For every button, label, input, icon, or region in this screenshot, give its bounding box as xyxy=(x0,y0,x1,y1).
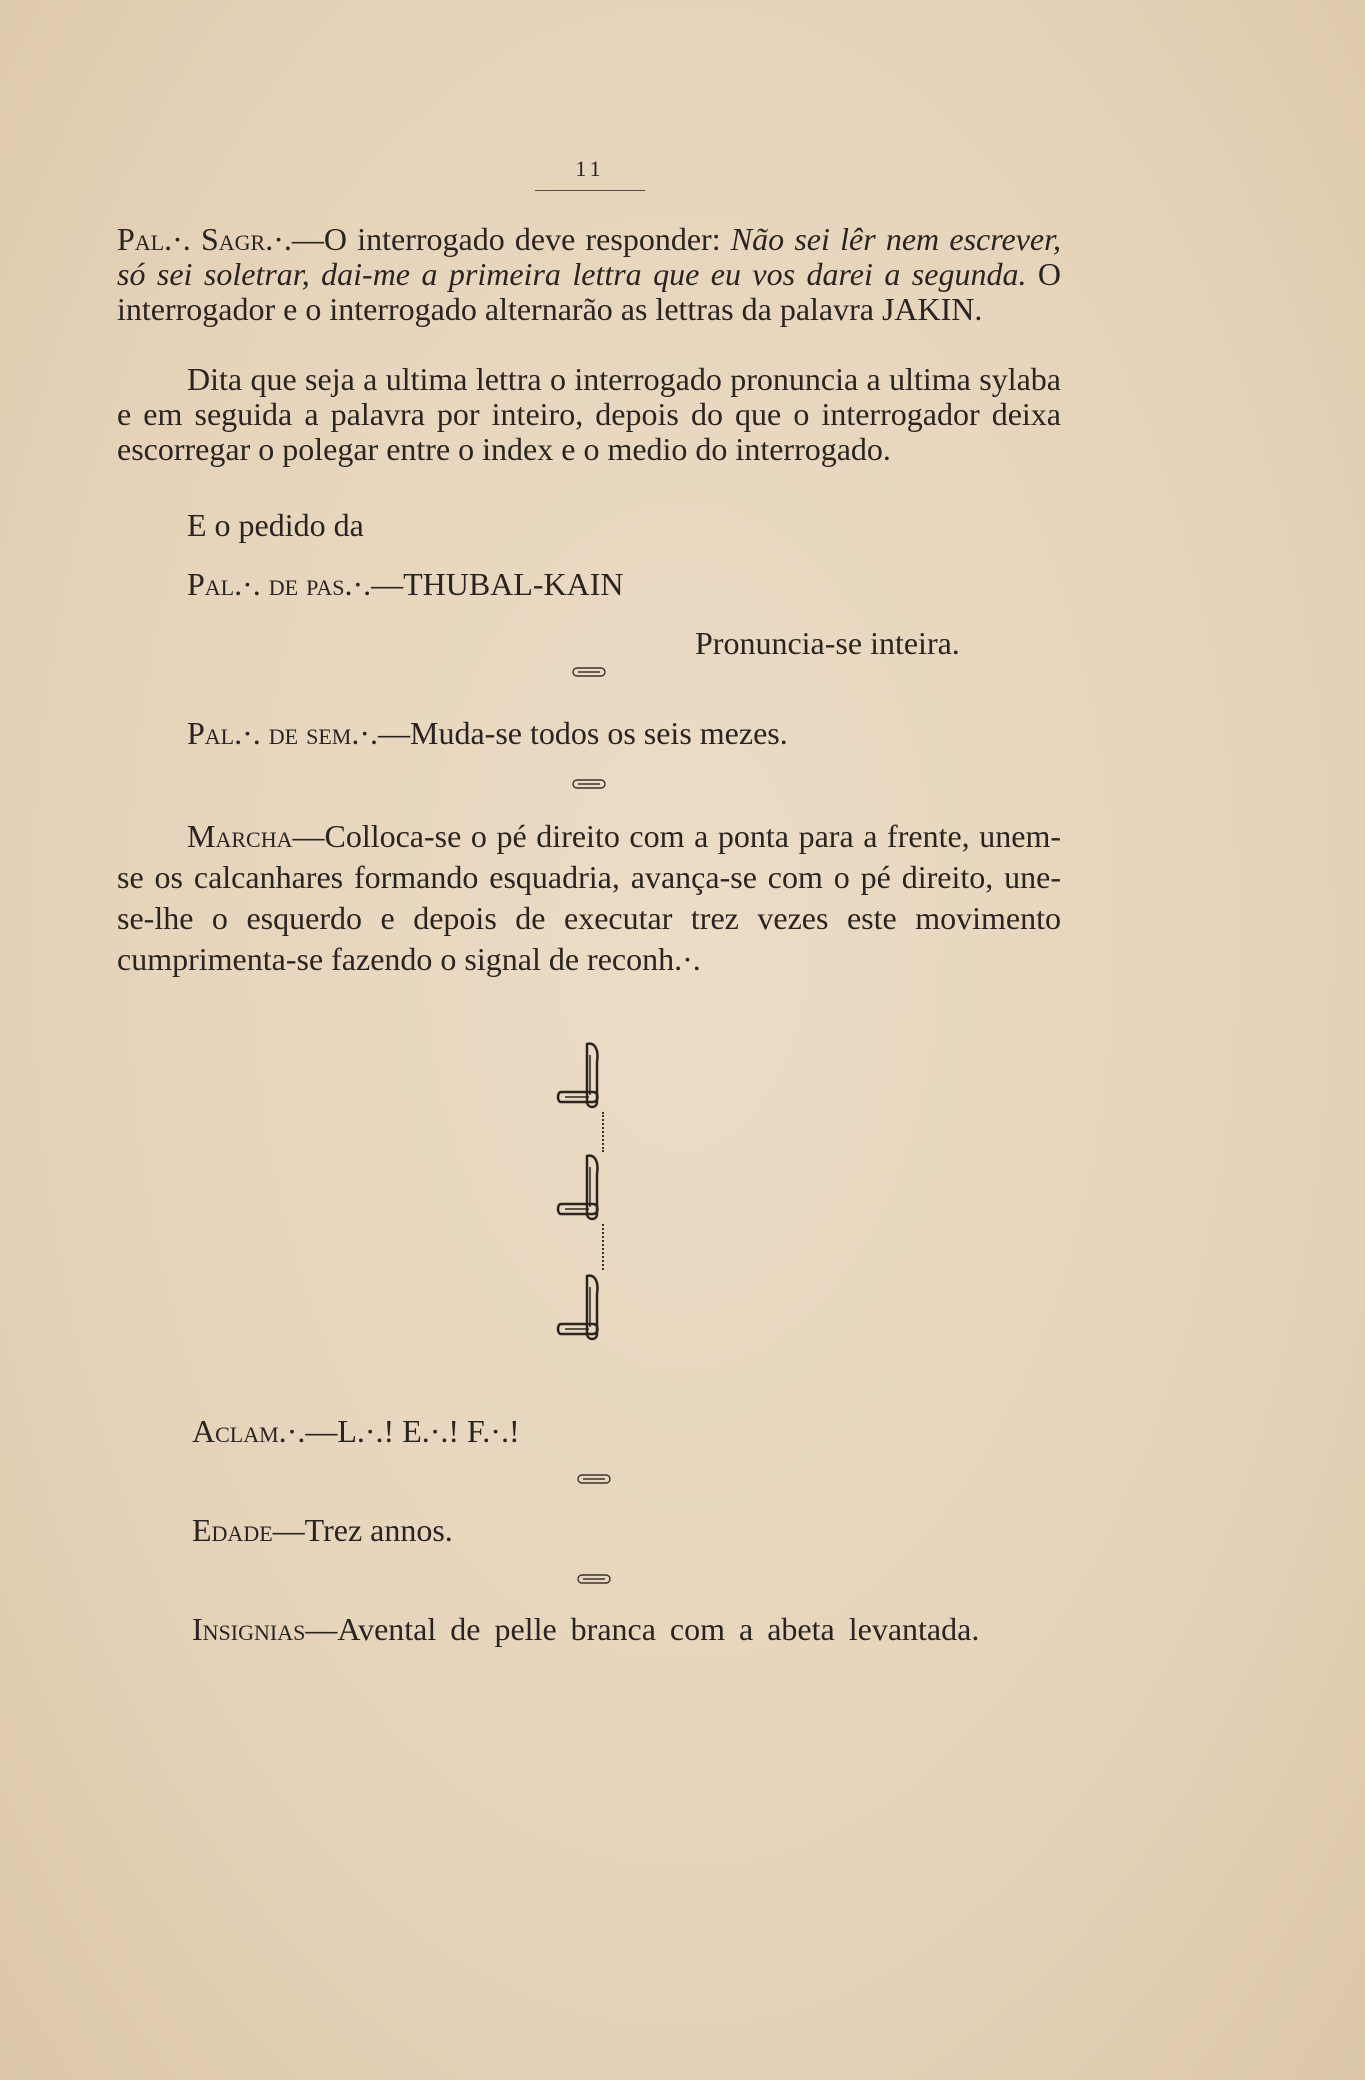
pal-sagr-intro: O interrogado deve responder: xyxy=(323,221,731,257)
pal-sem-label: Pal.·. de sem.·. xyxy=(187,715,378,751)
footsteps-dotted-line xyxy=(602,1224,604,1270)
pal-sagr-quote: Não sei lêr nem escrever, só sei soletrar, dai-me a primeira lettra que eu vos darei a segunda. xyxy=(117,221,1062,292)
footsteps-icon xyxy=(555,1272,610,1342)
dash: — xyxy=(291,221,324,257)
pal-pas-label: Pal.·. de pas.·. xyxy=(187,566,372,602)
edade-value: —Trez annos. xyxy=(272,1512,453,1548)
pal-pas-note: Pronuncia-se inteira. xyxy=(695,625,960,661)
paragraph-dita: Dita que seja a ultima lettra o interrogado pronuncia a ultima sylaba e em seguida a palavra por inteiro, depois do que o interrogador deixa escorregar o polegar entre o index e o medio do interrogado. xyxy=(117,361,1061,467)
pal-pas-value: —THUBAL-KAIN xyxy=(371,566,624,602)
insignias-value: —Avental de pelle branca com a abeta levantada. xyxy=(305,1611,980,1647)
footsteps-icon xyxy=(555,1152,610,1222)
insignias-label: Insignias xyxy=(192,1611,306,1647)
footsteps-icon xyxy=(555,1040,610,1110)
page-number: 11 xyxy=(575,156,605,181)
aclam-label: Aclam.·. xyxy=(192,1413,306,1449)
insignias-line xyxy=(192,1611,979,1648)
ornament-icon xyxy=(572,667,606,677)
pal-pas-line xyxy=(187,566,624,603)
pal-sagr-rest: O interrogador e o interrogado alternarão as lettras da palavra JAKIN. xyxy=(117,256,1062,327)
footsteps-dotted-line xyxy=(602,1112,604,1152)
ornament-icon xyxy=(572,779,606,789)
marcha-text: —Colloca-se o pé direito com a ponta para a frente, unem-se os calcanhares formando esquadria, avança-se com o pé direito, une-se-lhe o esquerdo e depois de executar trez vezes este movimento cumprimenta-se fazendo o signal de reconh.·. xyxy=(117,818,1061,977)
pal-sem-value: —Muda-se todos os seis mezes. xyxy=(378,715,788,751)
aclam-line xyxy=(192,1413,520,1450)
paragraph-pal-sagr xyxy=(117,222,1061,327)
paragraph-pedido: E o pedido da xyxy=(187,507,364,543)
pal-sagr-label: Pal.·. Sagr.·. xyxy=(117,221,292,257)
pal-sem-line xyxy=(187,715,788,752)
ornament-icon xyxy=(577,1574,611,1584)
aclam-value: —L.·.! E.·.! F.·.! xyxy=(305,1413,520,1449)
marcha-label: Marcha xyxy=(187,818,293,854)
page-number-rule xyxy=(535,190,645,191)
ornament-icon xyxy=(577,1474,611,1484)
edade-line xyxy=(192,1512,453,1549)
edade-label: Edade xyxy=(192,1512,273,1548)
paragraph-marcha xyxy=(117,816,1061,980)
